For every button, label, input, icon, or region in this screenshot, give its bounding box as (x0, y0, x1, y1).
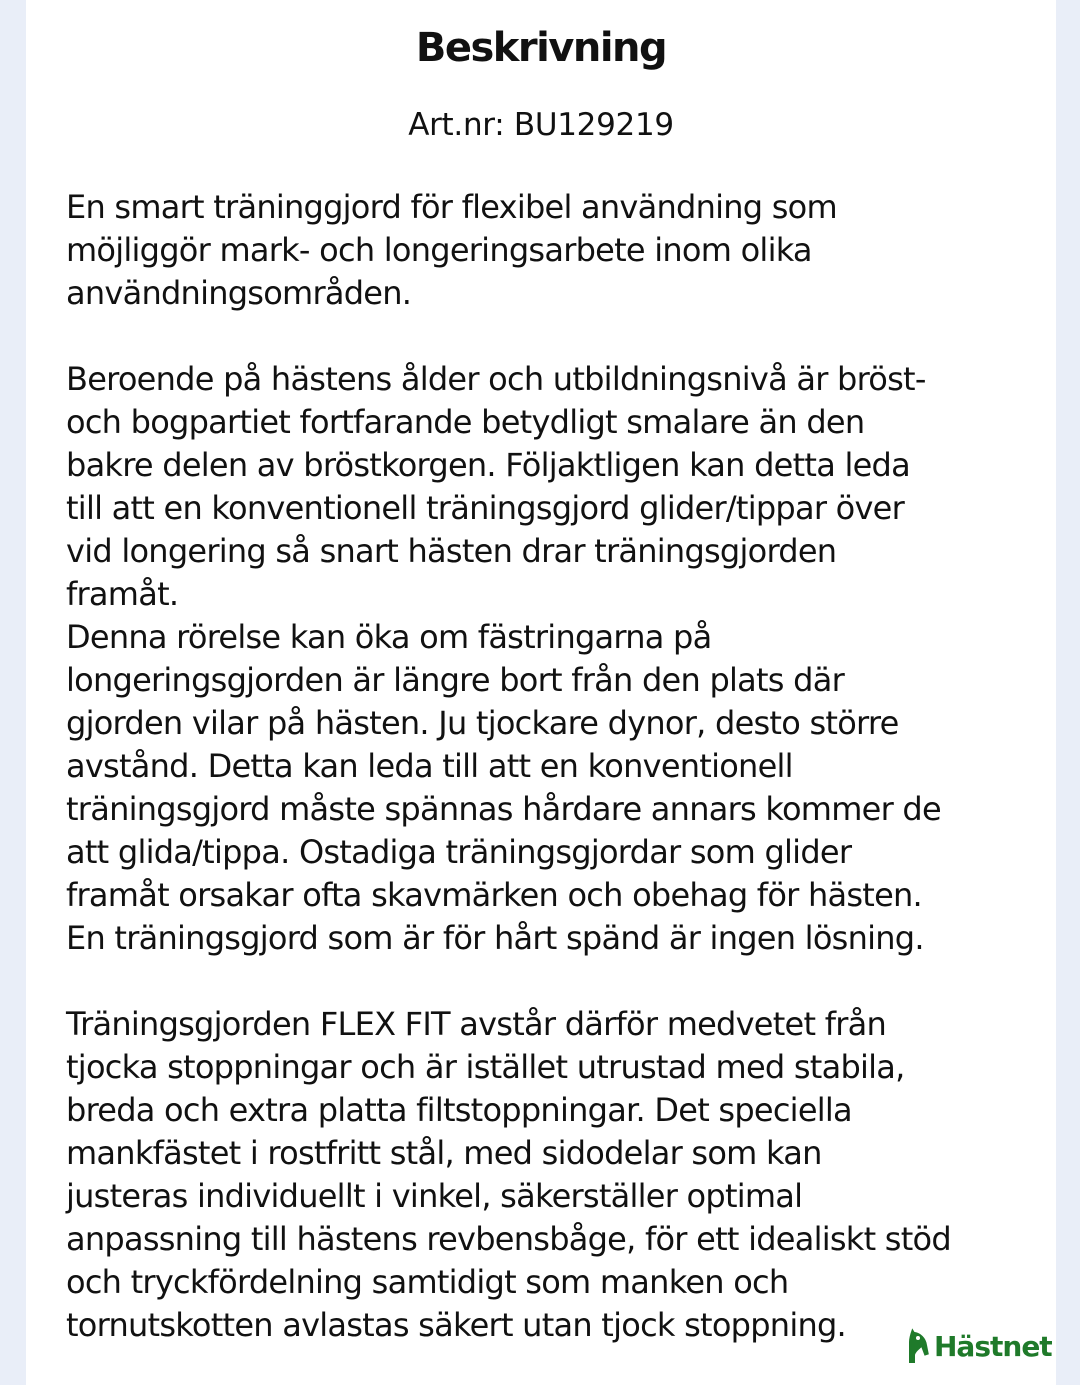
horse-head-icon (904, 1324, 932, 1364)
text-line: användningsområden. (66, 274, 412, 312)
watermark-text: Hästnet (934, 1330, 1052, 1363)
text-line: En smart träninggjord för flexibel användning som (66, 188, 837, 226)
text-line: tornutskotten avlastas säkert utan tjock stoppning. (66, 1306, 846, 1344)
text-line: vid longering så snart hästen drar träningsgjorden (66, 532, 837, 570)
text-line: bakre delen av bröstkorgen. Följaktligen kan detta leda (66, 446, 910, 484)
hastnet-watermark (904, 1316, 1052, 1364)
text-line: mankfästet i rostfritt stål, med sidodelar som kan (66, 1134, 822, 1172)
text-line: och tryckfördelning samtidigt som manken och (66, 1263, 789, 1301)
text-line: tjocka stoppningar och är istället utrustad med stabila, (66, 1048, 905, 1086)
paragraph-1 (66, 186, 1036, 315)
description-text (66, 186, 1036, 1347)
description-card (26, 0, 1056, 1385)
text-line: breda och extra platta filtstoppningar. Det speciella (66, 1091, 852, 1129)
text-line: longeringsgjorden är längre bort från den plats där (66, 661, 844, 699)
text-line: till att en konventionell träningsgjord glider/tippar över (66, 489, 904, 527)
paragraph-2 (66, 358, 1036, 960)
text-line: Denna rörelse kan öka om fästringarna på (66, 618, 712, 656)
text-line: Beroende på hästens ålder och utbildningsnivå är bröst- (66, 360, 926, 398)
article-number: Art.nr: BU129219 (408, 107, 674, 143)
text-line: träningsgjord måste spännas hårdare annars kommer de (66, 790, 941, 828)
text-line: och bogpartiet fortfarande betydligt smalare än den (66, 403, 865, 441)
text-line: möjliggör mark- och longeringsarbete inom olika (66, 231, 812, 269)
text-line: gjorden vilar på hästen. Ju tjockare dynor, desto större (66, 704, 899, 742)
text-line: avstånd. Detta kan leda till att en konventionell (66, 747, 793, 785)
paragraph-3 (66, 1003, 1036, 1347)
text-line: Träningsgjorden FLEX FIT avstår därför medvetet från (66, 1005, 886, 1043)
text-line: En träningsgjord som är för hårt spänd är ingen lösning. (66, 919, 924, 957)
text-line: anpassning till hästens revbensbåge, för ett idealiskt stöd (66, 1220, 951, 1258)
page-title: Beskrivning (415, 25, 667, 71)
text-line: justeras individuellt i vinkel, säkerställer optimal (66, 1177, 803, 1215)
text-line: framåt. (66, 575, 179, 613)
text-line: att glida/tippa. Ostadiga träningsgjordar som glider (66, 833, 852, 871)
text-line: framåt orsakar ofta skavmärken och obehag för hästen. (66, 876, 922, 914)
